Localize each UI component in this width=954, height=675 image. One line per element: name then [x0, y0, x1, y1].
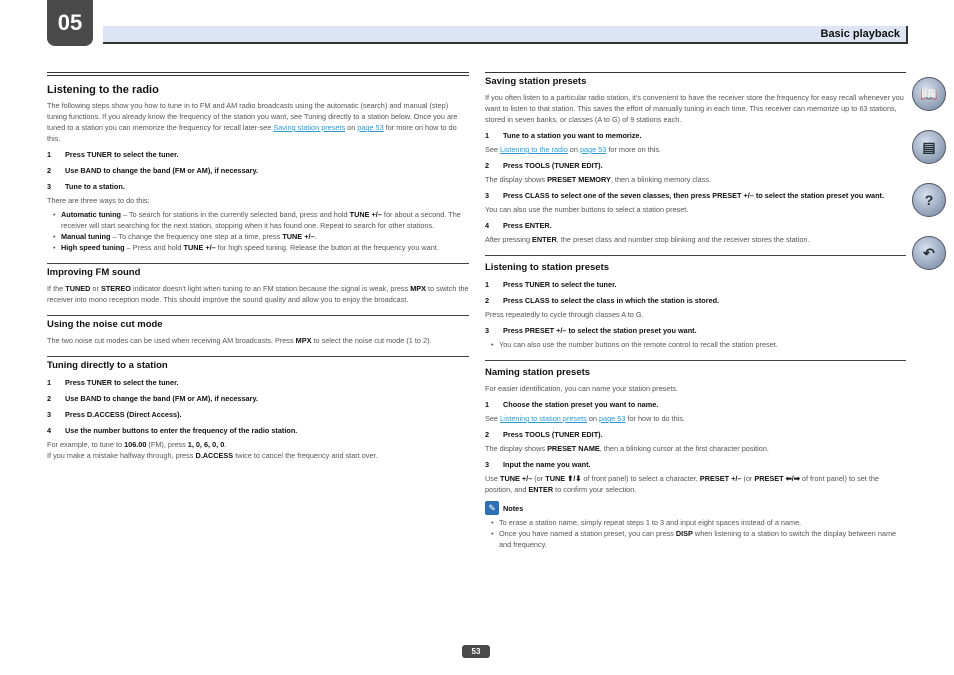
nm-step-1: 1 Choose the station preset you want to name. [485, 400, 659, 409]
faq-help-icon[interactable]: ? [912, 183, 946, 217]
intro-paragraph: The following steps show you how to tune in to FM and AM radio broadcasts using the automatic (search) and manual (step) tuning functions. If you already know the frequency of the station you want, see Tuning directly to a station below. Once you are tuned to a station you can memorize the frequency for recall later-see Saving station presets on page 53 for more on how to do this. [47, 101, 458, 143]
bullet-automatic-tuning: • Automatic tuning – To search for stations in the currently selected band, press and hold TUNE +/– for about a second. The receiver will start searching for the next station, stopping when it has found one. Repeat to search for other stations. [53, 210, 461, 230]
nm-step-3: 3 Input the name you want. [485, 460, 591, 469]
link-saving-station-presets[interactable]: Saving station presets [273, 123, 346, 132]
heading-listening-to-radio: Listening to the radio [47, 84, 159, 96]
heading-saving-station-presets: Saving station presets [485, 76, 587, 87]
link-listening-to-radio[interactable]: Listening to the radio [500, 145, 568, 154]
side-nav-icons [912, 77, 948, 289]
note-2: • Once you have named a station preset, you can press DISP when listening to a station to switch the display between name and frequency. [491, 529, 897, 549]
noise-cut-paragraph: The two noise cut modes can be used when receiving AM broadcasts. Press MPX to select the noise cut mode (1 to 2). [47, 336, 432, 345]
section-title: Basic playback [820, 28, 900, 40]
chapter-number-tab: 05 [47, 0, 93, 46]
link-page-53[interactable]: page 53 [599, 414, 626, 423]
contents-book-icon[interactable]: 📖 [912, 77, 946, 111]
nm-step-2: 2 Press TOOLS (TUNER EDIT). [485, 430, 603, 439]
ls-step-1: 1 Press TUNER to select the tuner. [485, 280, 617, 289]
sp-step-3: 3 Press CLASS to select one of the seven classes, then press PRESET +/– to select the station preset you want. [485, 191, 884, 200]
saving-intro: If you often listen to a particular radio station, it's convenient to have the receiver store the frequency for easy recall whenever you want to listen to that station. This saves the effort of manually tuning in each time. This receiver can memorize up to 63 stations, stored in seven banks, or classes (A to G) of 9 stations each. [485, 93, 904, 124]
sp-step-4: 4 Press ENTER. [485, 221, 552, 230]
bullet-manual-tuning: • Manual tuning – To change the frequency one step at a time, press TUNE +/–. [53, 232, 317, 241]
bullet-high-speed-tuning: • High speed tuning – Press and hold TUNE +/– for high speed tuning. Release the button at the frequency you want. [53, 243, 439, 252]
td-step-4: 4 Use the number buttons to enter the frequency of the radio station. [47, 426, 298, 435]
notes-header: ✎ Notes [485, 501, 906, 515]
td-step-3: 3 Press D.ACCESS (Direct Access). [47, 410, 182, 419]
pencil-note-icon: ✎ [485, 501, 499, 515]
heading-naming-station-presets: Naming station presets [485, 367, 591, 378]
link-listening-station-presets[interactable]: Listening to station presets [500, 414, 587, 423]
td-step-1: 1 Press TUNER to select the tuner. [47, 378, 179, 387]
link-page-53[interactable]: page 53 [579, 145, 607, 154]
step-2: 2 Use BAND to change the band (FM or AM), if necessary. [47, 166, 258, 175]
heading-tuning-directly: Tuning directly to a station [47, 360, 168, 371]
note-1: • To erase a station name, simply repeat steps 1 to 3 and input eight spaces instead of a name. [491, 518, 802, 527]
example-text: For example, to tune to 106.00 (FM), press 1, 0, 6, 0, 0. If you make a mistake halfway through, press D.ACCESS twice to cancel the frequency and start over. [47, 440, 378, 460]
fm-paragraph: If the TUNED or STEREO indicator doesn't light when tuning to an FM station because the signal is weak, press MPX to switch the receiver into mono reception mode. This should improve the sound quality and allow you to enjoy the broadcast. [47, 284, 469, 304]
ls-step-3: 3 Press PRESET +/– to select the station preset you want. [485, 326, 697, 335]
sp-step-1: 1 Tune to a station you want to memorize. [485, 131, 642, 140]
back-icon[interactable]: ↶ [912, 236, 946, 270]
three-ways-text: There are three ways to do this: [47, 196, 150, 205]
link-page-53[interactable]: page 53 [357, 123, 384, 132]
heading-improving-fm-sound: Improving FM sound [47, 267, 141, 278]
step-3: 3 Tune to a station. [47, 182, 125, 191]
heading-listening-station-presets: Listening to station presets [485, 262, 610, 273]
left-column [47, 72, 469, 464]
index-icon[interactable]: ▤ [912, 130, 946, 164]
td-step-2: 2 Use BAND to change the band (FM or AM), if necessary. [47, 394, 258, 403]
sp-step-2: 2 Press TOOLS (TUNER EDIT). [485, 161, 603, 170]
ls-step-2: 2 Press CLASS to select the class in which the station is stored. [485, 296, 720, 305]
step-1: 1 Press TUNER to select the tuner. [47, 150, 179, 159]
right-column: Saving station presets If you often listen to a particular radio station, it's convenient to have the receiver store the frequency for easy recall whenever you want to listen to that station. This saves the effort of manually tuning in each time. This receiver can memorize up to 63 stations, stored in seven banks, or classes (A to G) of 9 stations each. 1 Tune to a station you want to memorize. See Listening to the radio on page 53 for more on this. 2 Press TOOLS (TUNER EDIT). The display shows PRESET MEMORY, then a blinking memory class. 3 Press CLASS to select one of the seven classes, then press PRESET +/– to select the station preset you want. You can also use the number buttons to select a station preset. 4 Press ENTER. After pressing ENTER, the preset class and number stop blinking and the receiver stores the station. Listening to station presets 1 Press TUNER to select the tuner. 2 Press CLASS to select the class in which the station is stored. Press repeatedly to cycle through classes A to G. 3 Press PRESET +/– to select the station preset you want. • You can also use the number buttons on the remote control to recall the station preset. Naming station presets For easier identification, you can name your station presets. 1 Choose the station preset you want to name. See Listening to station presets on page 53 for how to do this. 2 Press TOOLS (TUNER EDIT). The display shows PRESET NAME, then a blinking cursor at the first character position. 3 Input the name you want. Use TUNE +/– (or TUNE ⬆/⬇ of front panel) to select a character, PRESET +/– (or PRESET ⬅/➡ of front panel) to set the position, and ENTER to confirm your selection. ✎ Notes • To erase a station name, simply repeat steps 1 to 3 and input eight spaces instead of a name. • Once you have named a station preset, you can press DISP when listening to a station to switch the display between name and frequency. [485, 72, 906, 550]
heading-noise-cut-mode: Using the noise cut mode [47, 319, 163, 330]
page-number: 53 [462, 645, 490, 658]
header-bar [103, 26, 908, 44]
